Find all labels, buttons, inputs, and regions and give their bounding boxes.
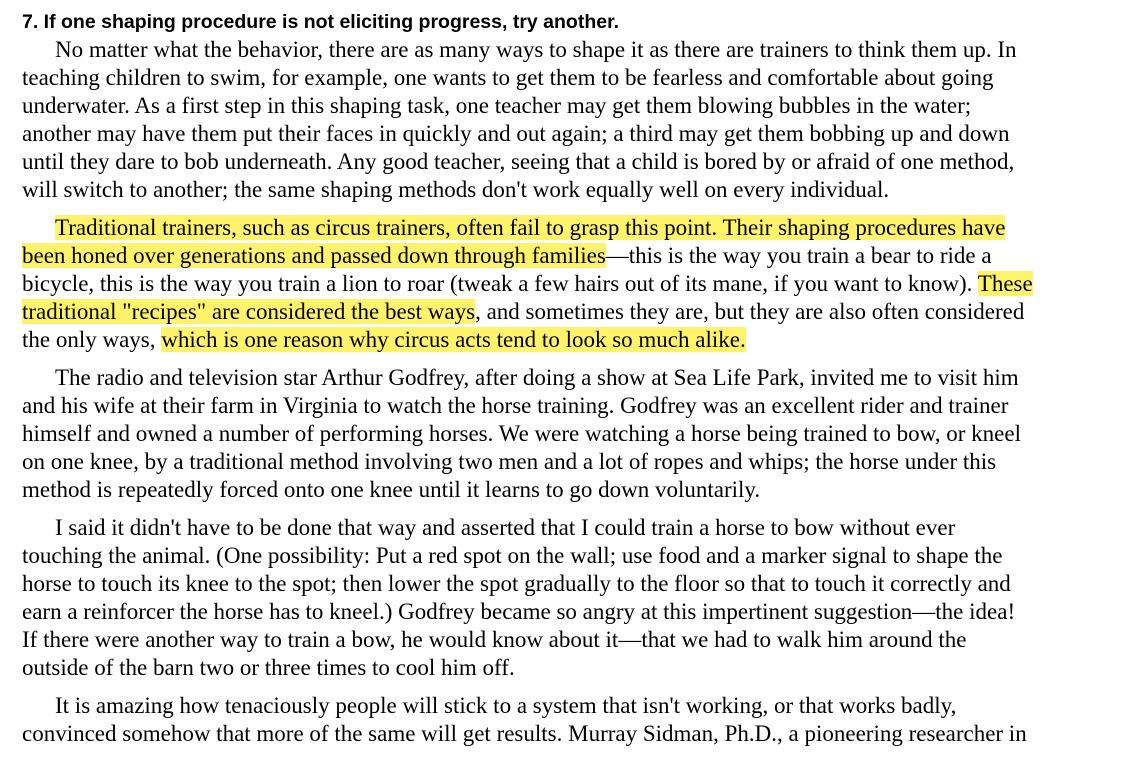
- document-page: [22, 0, 1122, 748]
- highlighted-text: which is one reason why circus acts tend to look so much alike.: [161, 327, 746, 352]
- paragraph-horse-bow: [22, 514, 1122, 682]
- text-line: It is amazing how tenaciously people will stick to a system that isn't working, or that works badly,: [55, 693, 957, 718]
- text-line: on one knee, by a traditional method involving two men and a lot of ropes and whips; the horse under this: [22, 449, 997, 474]
- text-line: touching the animal. (One possibility: Put a red spot on the wall; use food and a marker signal to shape the: [22, 543, 1003, 568]
- paragraph-tenacity: [22, 692, 1122, 748]
- plain-text: , and sometimes they are, but they are also often considered: [475, 299, 1025, 324]
- text-line: until they dare to bob underneath. Any good teacher, seeing that a child is bored by or afraid of one method,: [22, 149, 1015, 174]
- plain-text: the only ways,: [22, 327, 162, 352]
- text-line: [22, 298, 1122, 326]
- text-line: will switch to another; the same shaping methods don't work equally well on every individual.: [22, 177, 890, 202]
- text-line: himself and owned a number of performing horses. We were watching a horse being trained to bow, or kneel: [22, 421, 1021, 446]
- section-heading: 7. If one shaping procedure is not eliciting progress, try another.: [22, 11, 620, 33]
- text-line: [22, 270, 1122, 298]
- highlighted-text: traditional "recipes" are considered the best ways: [22, 299, 476, 324]
- text-line: horse to touch its knee to the spot; then lower the spot gradually to the floor so that to touch it correctly and: [22, 571, 1011, 596]
- text-line: underwater. As a first step in this shaping task, one teacher may get them blowing bubbles in the water;: [22, 93, 972, 118]
- plain-text: bicycle, this is the way you train a lion to roar (tweak a few hairs out of its mane, if you want to know).: [22, 271, 978, 296]
- plain-text: —this is the way you train a bear to ride a: [605, 243, 992, 268]
- paragraph-traditional-trainers: [22, 214, 1122, 354]
- text-line: [22, 214, 1122, 242]
- paragraph-swimming: [22, 36, 1122, 204]
- text-line: teaching children to swim, for example, one wants to get them to be fearless and comfortable about going: [22, 65, 994, 90]
- highlighted-text: been honed over generations and passed down through families: [22, 243, 606, 268]
- text-line: [22, 242, 1122, 270]
- highlighted-text: Traditional trainers, such as circus trainers, often fail to grasp this point. Their shaping procedures have: [55, 215, 1006, 240]
- text-line: and his wife at their farm in Virginia to watch the horse training. Godfrey was an excellent rider and trainer: [22, 393, 1009, 418]
- text-line: another may have them put their faces in quickly and out again; a third may get them bobbing up and down: [22, 121, 1010, 146]
- text-line: earn a reinforcer the horse has to kneel.) Godfrey became so angry at this impertinent suggestion—the idea!: [22, 599, 1016, 624]
- text-line: I said it didn't have to be done that way and asserted that I could train a horse to bow without ever: [55, 515, 956, 540]
- highlighted-text: These: [977, 271, 1033, 296]
- text-line: The radio and television star Arthur Godfrey, after doing a show at Sea Life Park, invited me to visit him: [55, 365, 1019, 390]
- text-line: convinced somehow that more of the same will get results. Murray Sidman, Ph.D., a pioneering researcher in: [22, 721, 1027, 746]
- paragraph-godfrey-visit: [22, 364, 1122, 504]
- text-line: If there were another way to train a bow, he would know about it—that we had to walk him around the: [22, 627, 967, 652]
- text-line: outside of the barn two or three times to cool him off.: [22, 655, 515, 680]
- text-line: method is repeatedly forced onto one knee until it learns to go down voluntarily.: [22, 477, 761, 502]
- text-line: No matter what the behavior, there are as many ways to shape it as there are trainers to think them up. In: [55, 37, 1017, 62]
- text-line: [22, 326, 1122, 354]
